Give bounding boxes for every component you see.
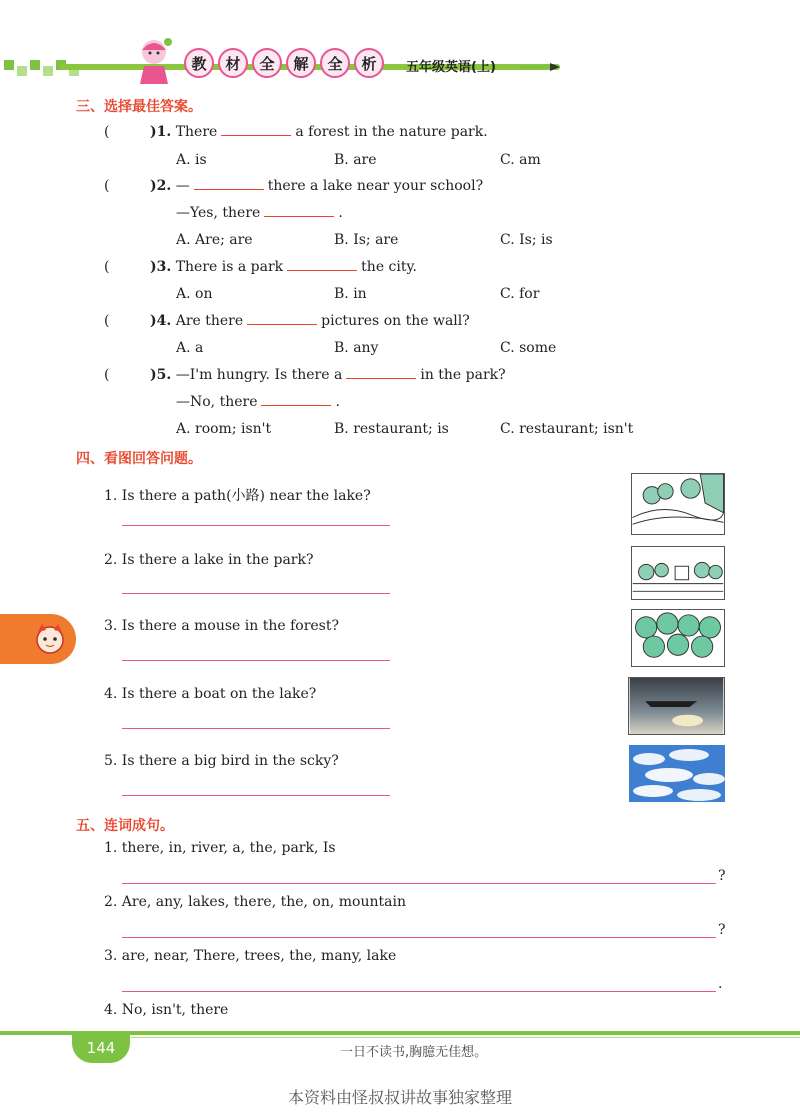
sky-clouds-picture — [629, 745, 725, 802]
cartoon-face-icon — [34, 622, 66, 656]
question-3: )3. There is a park the city. — [150, 259, 417, 275]
title-char: 全 — [320, 48, 350, 78]
answer-line[interactable] — [122, 991, 716, 992]
title-char: 解 — [286, 48, 316, 78]
credit-text: 本资料由怪叔叔讲故事独家整理 — [287, 1088, 512, 1107]
pencil-icon — [520, 62, 560, 72]
option-b: B. Is; are — [334, 232, 399, 248]
option-b: B. in — [334, 286, 367, 302]
book-title — [184, 48, 384, 78]
title-char: 教 — [184, 48, 214, 78]
section-3-title: 三、选择最佳答案。 — [76, 99, 202, 115]
answer-paren[interactable]: ( — [104, 178, 110, 194]
option-b: B. restaurant; is — [334, 421, 449, 437]
answer-line[interactable] — [122, 660, 390, 661]
end-punctuation: ? — [718, 922, 726, 938]
answer-line[interactable] — [122, 795, 390, 796]
title-char: 析 — [354, 48, 384, 78]
end-punctuation: ? — [718, 868, 726, 884]
option-c: C. restaurant; isn't — [500, 421, 634, 437]
girl-mascot-icon — [132, 36, 176, 86]
option-c: C. some — [500, 340, 557, 356]
word-order-1: 1. there, in, river, a, the, park, Is — [104, 840, 336, 856]
option-a: A. on — [176, 286, 213, 302]
grade-label: 五年级英语(上) — [406, 60, 496, 75]
answer-line[interactable] — [122, 883, 716, 884]
word-order-3: 3. are, near, There, trees, the, many, lake — [104, 948, 397, 964]
page-header — [0, 0, 800, 95]
answer-line[interactable] — [122, 728, 390, 729]
option-c: C. am — [500, 152, 541, 168]
picture-question-2: 2. Is there a lake in the park? — [104, 552, 314, 568]
side-tab — [0, 614, 76, 664]
footer-rule-thin — [110, 1037, 800, 1038]
lake-path-picture — [631, 473, 725, 535]
section-4-title: 四、看图回答问题。 — [76, 451, 202, 467]
option-a: A. Are; are — [176, 232, 253, 248]
answer-line[interactable] — [122, 525, 390, 526]
word-order-4: 4. No, isn't, there — [104, 1002, 229, 1018]
answer-paren[interactable]: ( — [104, 259, 110, 275]
boat-lake-picture — [628, 677, 725, 735]
answer-paren[interactable]: ( — [104, 124, 110, 140]
picture-question-5: 5. Is there a big bird in the scky? — [104, 753, 339, 769]
option-c: C. for — [500, 286, 540, 302]
question-2-reply: —Yes, there . — [176, 205, 343, 221]
option-a: A. room; isn't — [176, 421, 272, 437]
picture-question-1: 1. Is there a path(小路) near the lake? — [104, 488, 371, 504]
page-number: 144 — [72, 1033, 130, 1063]
forest-picture — [631, 609, 725, 667]
option-c: C. Is; is — [500, 232, 553, 248]
section-5-title: 五、连词成句。 — [76, 818, 174, 834]
answer-paren[interactable]: ( — [104, 367, 110, 383]
answer-line[interactable] — [122, 593, 390, 594]
park-lake-picture — [631, 546, 725, 600]
title-char: 材 — [218, 48, 248, 78]
question-5: )5. —I'm hungry. Is there a in the park? — [150, 367, 506, 383]
question-5-reply: —No, there . — [176, 394, 340, 410]
option-b: B. are — [334, 152, 377, 168]
title-char: 全 — [252, 48, 282, 78]
end-punctuation: . — [718, 976, 723, 992]
picture-question-3: 3. Is there a mouse in the forest? — [104, 618, 339, 634]
question-1: )1. There a forest in the nature park. — [150, 124, 488, 140]
word-order-2: 2. Are, any, lakes, there, the, on, mountain — [104, 894, 406, 910]
option-a: A. is — [176, 152, 207, 168]
answer-paren[interactable]: ( — [104, 313, 110, 329]
picture-question-4: 4. Is there a boat on the lake? — [104, 686, 317, 702]
footer-motto: 一日不读书,胸臆无佳想。 — [340, 1045, 488, 1060]
option-b: B. any — [334, 340, 379, 356]
answer-line[interactable] — [122, 937, 716, 938]
option-a: A. a — [176, 340, 204, 356]
question-4: )4. Are there pictures on the wall? — [150, 313, 470, 329]
question-2: )2. — there a lake near your school? — [150, 178, 484, 194]
